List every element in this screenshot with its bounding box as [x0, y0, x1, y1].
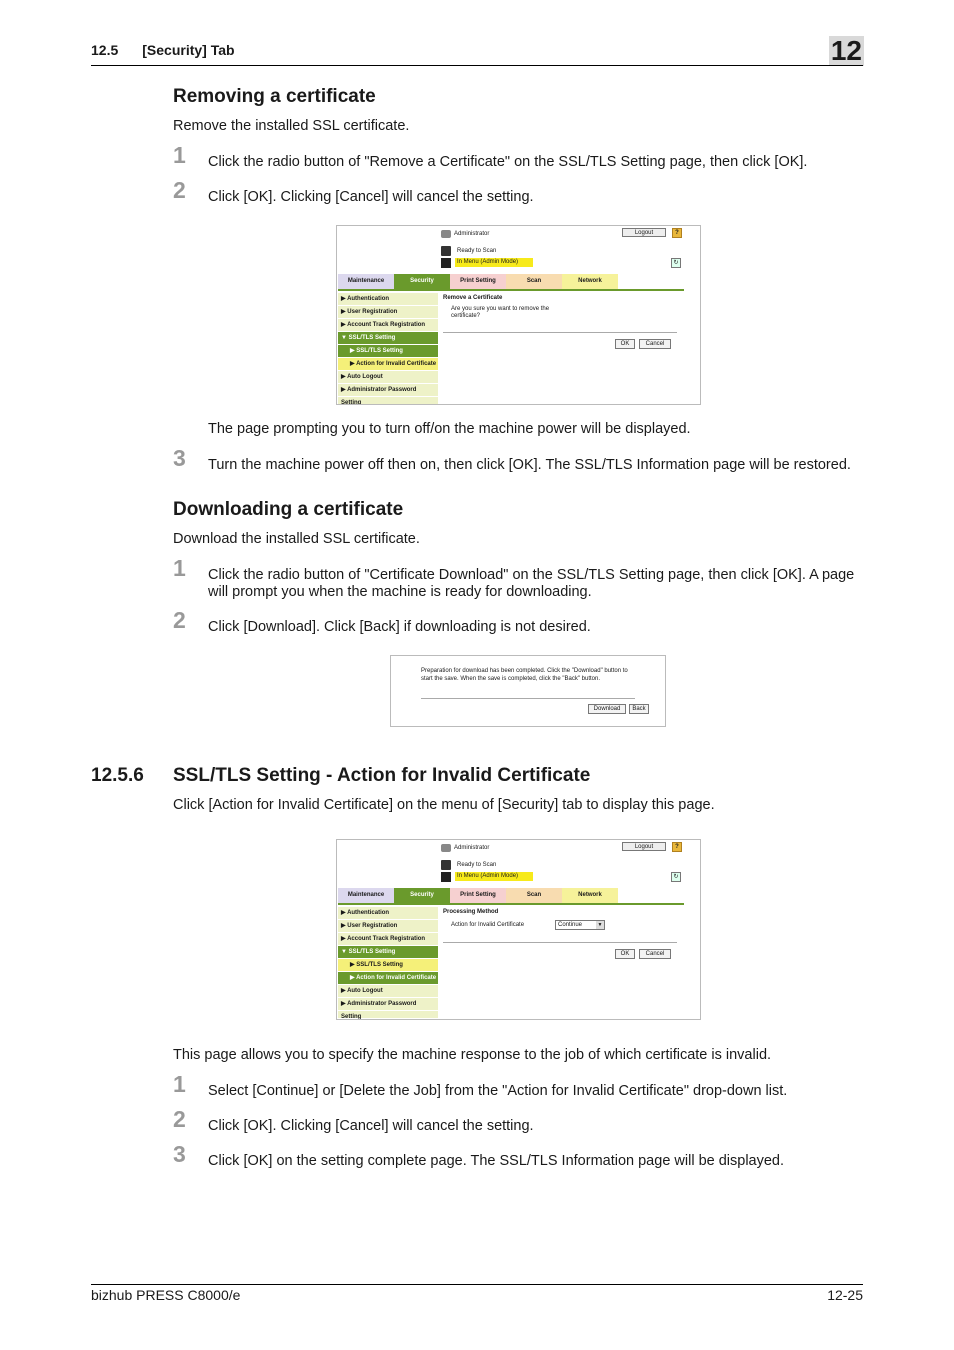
divider — [443, 332, 677, 333]
tab-bar — [338, 888, 618, 903]
tab-network[interactable]: Network — [562, 888, 618, 903]
section-intro: Click [Action for Invalid Certificate] on the menu of [Security] tab to display this page. — [173, 797, 715, 813]
removing-step-2 — [173, 177, 863, 206]
step-number: 2 — [173, 177, 186, 203]
back-button[interactable]: Back — [629, 704, 649, 714]
step-text: Click the radio button of "Remove a Certificate" on the SSL/TLS Setting page, then click [OK]. — [208, 154, 808, 170]
step-text: Click [OK]. Clicking [Cancel] will cancel the setting. — [208, 189, 534, 205]
mode-badge: In Menu (Admin Mode) — [455, 872, 533, 881]
footer-product: bizhub PRESS C8000/e — [91, 1287, 241, 1303]
menu-ssl-tls-sub[interactable]: ▶ SSL/TLS Setting — [338, 345, 438, 358]
printer-icon — [441, 860, 451, 870]
menu-action-invalid-cert[interactable]: ▶ Action for Invalid Certificate — [338, 358, 438, 371]
tab-security[interactable]: Security — [394, 888, 450, 903]
removing-intro: Remove the installed SSL certificate. — [173, 118, 410, 134]
running-header — [91, 42, 259, 58]
status-text: Ready to Scan — [457, 862, 497, 868]
admin-label: Administrator — [441, 230, 489, 238]
section-heading — [91, 765, 590, 787]
mode-badge: In Menu (Admin Mode) — [455, 258, 533, 267]
screenshot-invalid-certificate — [336, 839, 701, 1020]
screenshot-download — [390, 655, 666, 727]
admin-icon — [441, 844, 451, 852]
header-section-num: 12.5 — [91, 42, 119, 58]
menu-auto-logout[interactable]: ▶ Auto Logout — [338, 371, 438, 384]
side-menu — [338, 293, 438, 405]
section-title: SSL/TLS Setting - Action for Invalid Certificate — [173, 765, 591, 786]
after-text: This page allows you to specify the machine response to the job of which certificate is invalid. — [173, 1047, 772, 1063]
after-step-1 — [173, 1071, 863, 1100]
tab-network[interactable]: Network — [562, 274, 618, 289]
ok-button[interactable]: OK — [615, 339, 635, 349]
ok-button[interactable]: OK — [615, 949, 635, 959]
menu-auto-logout[interactable]: ▶ Auto Logout — [338, 985, 438, 998]
menu-user-registration[interactable]: ▶ User Registration — [338, 306, 438, 319]
logout-button[interactable]: Logout — [622, 228, 666, 237]
side-menu — [338, 907, 438, 1019]
heading-removing: Removing a certificate — [173, 86, 376, 107]
menu-ssl-tls-sub[interactable]: ▶ SSL/TLS Setting — [338, 959, 438, 972]
menu-ssl-tls[interactable]: ▼ SSL/TLS Setting — [338, 332, 438, 345]
page-title: Remove a Certificate — [443, 295, 503, 301]
step-number: 3 — [173, 1141, 186, 1167]
logout-button[interactable]: Logout — [622, 842, 666, 851]
after-step-2 — [173, 1106, 863, 1135]
step-number: 2 — [173, 1106, 186, 1132]
chevron-down-icon: ▼ — [597, 922, 603, 928]
menu-action-invalid-cert[interactable]: ▶ Action for Invalid Certificate — [338, 972, 438, 985]
printer-icon — [441, 246, 451, 256]
screenshot-remove-certificate — [336, 225, 701, 405]
header-section-title: [Security] Tab — [142, 42, 235, 58]
removing-step-3 — [173, 445, 863, 474]
mode-icon — [441, 872, 451, 882]
tab-maintenance[interactable]: Maintenance — [338, 274, 394, 289]
status-text: Ready to Scan — [457, 248, 497, 254]
tab-bar — [338, 274, 618, 289]
tab-underline — [338, 289, 684, 291]
tab-print-setting[interactable]: Print Setting — [450, 274, 506, 289]
action-select[interactable]: Continue ▼ — [555, 920, 605, 930]
step-number: 2 — [173, 607, 186, 633]
cancel-button[interactable]: Cancel — [639, 949, 671, 959]
step-text: Turn the machine power off then on, then click [OK]. The SSL/TLS Information page will be restored. — [208, 457, 851, 473]
step-text: Select [Continue] or [Delete the Job] from the "Action for Invalid Certificate" drop-down list. — [208, 1083, 788, 1099]
menu-account-track[interactable]: ▶ Account Track Registration — [338, 319, 438, 332]
admin-icon — [441, 230, 451, 238]
confirm-text: Are you sure you want to remove the certificate? — [451, 306, 550, 319]
step-text: Click the radio button of "Certificate Download" on the SSL/TLS Setting page, then click [OK]. A page will prompt you when the machine is ready for downloading. — [208, 567, 855, 600]
menu-ssl-tls[interactable]: ▼ SSL/TLS Setting — [338, 946, 438, 959]
field-label: Action for Invalid Certificate — [451, 922, 525, 928]
step-text: Click [Download]. Click [Back] if downloading is not desired. — [208, 619, 591, 635]
divider — [443, 942, 677, 943]
menu-admin-password[interactable]: ▶ Administrator Password Setting — [338, 998, 438, 1011]
after-step-3 — [173, 1141, 863, 1170]
heading-downloading: Downloading a certificate — [173, 499, 404, 520]
refresh-icon[interactable]: ↻ — [671, 258, 681, 268]
mode-icon — [441, 258, 451, 268]
admin-label: Administrator — [441, 844, 489, 852]
downloading-intro: Download the installed SSL certificate. — [173, 531, 420, 547]
tab-underline — [338, 903, 684, 905]
refresh-icon[interactable]: ↻ — [671, 872, 681, 882]
tab-print-setting[interactable]: Print Setting — [450, 888, 506, 903]
tab-scan[interactable]: Scan — [506, 274, 562, 289]
step-number: 3 — [173, 445, 186, 471]
section-number: 12.5.6 — [91, 765, 144, 786]
step-text: Click [OK]. Clicking [Cancel] will cancel the setting. — [208, 1118, 534, 1134]
step-text: Click [OK] on the setting complete page. The SSL/TLS Information page will be displayed. — [208, 1153, 785, 1169]
menu-account-track[interactable]: ▶ Account Track Registration — [338, 933, 438, 946]
menu-user-registration[interactable]: ▶ User Registration — [338, 920, 438, 933]
step-number: 1 — [173, 1071, 186, 1097]
footer-rule — [91, 1284, 863, 1285]
menu-authentication[interactable]: ▶ Authentication — [338, 293, 438, 306]
downloading-step-1 — [173, 555, 863, 601]
step-number: 1 — [173, 142, 186, 168]
downloading-step-2 — [173, 607, 863, 636]
page-title: Processing Method — [443, 909, 499, 915]
download-message: Preparation for download has been completed. Click the "Download" button to start the save. When the save is completed, click the "Back" button. — [421, 668, 628, 682]
help-icon[interactable]: ? — [672, 842, 682, 852]
header-rule — [91, 65, 863, 66]
download-button[interactable]: Download — [588, 704, 626, 714]
tab-scan[interactable]: Scan — [506, 888, 562, 903]
tab-maintenance[interactable]: Maintenance — [338, 888, 394, 903]
removing-step-1 — [173, 142, 863, 171]
removing-note: The page prompting you to turn off/on the machine power will be displayed. — [208, 421, 691, 437]
menu-authentication[interactable]: ▶ Authentication — [338, 907, 438, 920]
divider — [421, 698, 635, 699]
footer-page-number: 12-25 — [827, 1287, 863, 1303]
tab-security[interactable]: Security — [394, 274, 450, 289]
chapter-number: 12 — [830, 35, 862, 66]
cancel-button[interactable]: Cancel — [639, 339, 671, 349]
menu-admin-password[interactable]: ▶ Administrator Password Setting — [338, 384, 438, 397]
step-number: 1 — [173, 555, 186, 581]
help-icon[interactable]: ? — [672, 228, 682, 238]
